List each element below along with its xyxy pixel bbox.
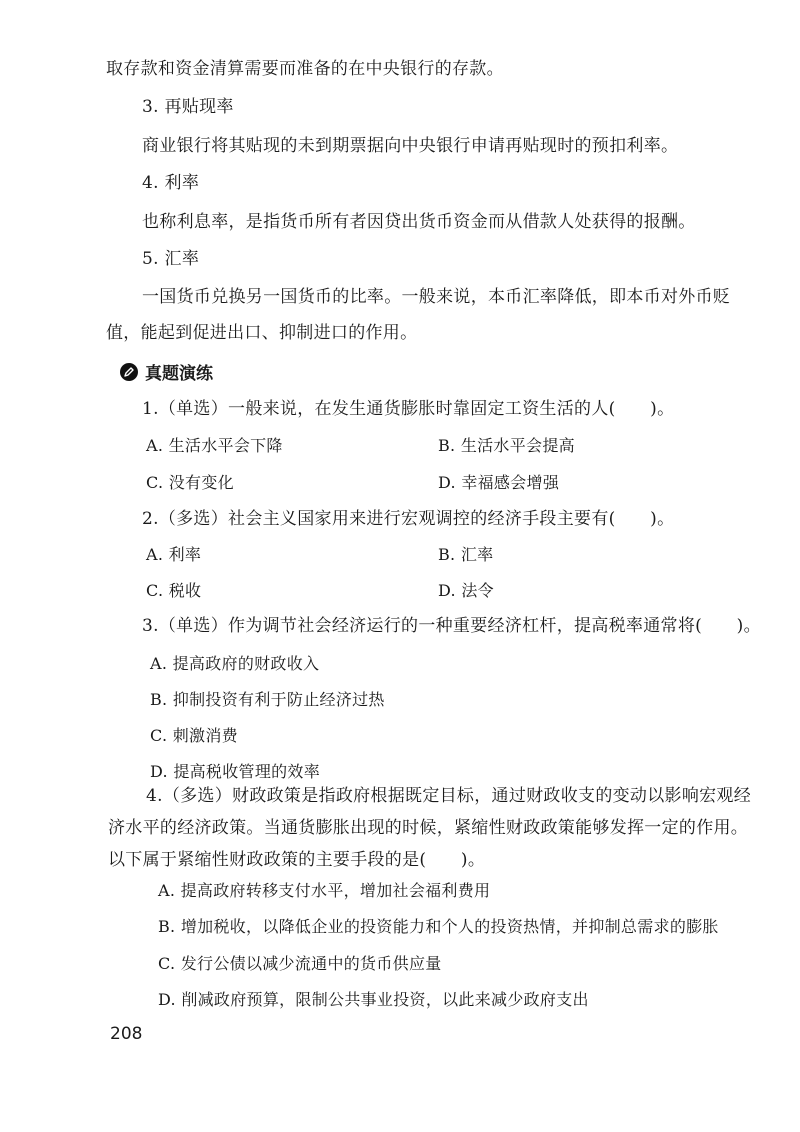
question-4-option-a: A. 提高政府转移支付水平，增加社会福利费用 bbox=[158, 881, 491, 900]
question-2-option-c: C. 税收 bbox=[146, 581, 202, 600]
question-3-option-c: C. 刺激消费 bbox=[150, 726, 238, 745]
glossary-paragraph-interest-rate: 也称利息率，是指货币所有者因贷出货币资金而从借款人处获得的报酬。 bbox=[142, 212, 696, 232]
question-4-option-b: B. 增加税收，以降低企业的投资能力和个人的投资热情，并抑制总需求的膨胀 bbox=[158, 917, 719, 936]
question-4-stem-line-1: 4.（多选）财政政策是指政府根据既定目标，通过财政收支的变动以影响宏观经 bbox=[146, 786, 752, 806]
question-3-stem: 3.（单选）作为调节社会经济运行的一种重要经济杠杆，提高税率通常将( )。 bbox=[142, 616, 761, 636]
section-title bbox=[120, 359, 213, 384]
section-title-text: 真题演练 bbox=[145, 364, 213, 384]
glossary-paragraph-rediscount-rate: 商业银行将其贴现的未到期票据向中央银行申请再贴现时的预扣利率。 bbox=[142, 136, 679, 156]
question-4-stem-line-2: 济水平的经济政策。当通货膨胀出现的时候，紧缩性财政政策能够发挥一定的作用。 bbox=[108, 818, 749, 838]
question-1-option-d: D. 幸福感会增强 bbox=[438, 473, 560, 492]
question-1-stem: 1.（单选）一般来说，在发生通货膨胀时靠固定工资生活的人( )。 bbox=[142, 399, 675, 419]
question-3-option-d: D. 提高税收管理的效率 bbox=[150, 762, 321, 781]
glossary-paragraph-exchange-rate-1: 一国货币兑换另一国货币的比率。一般来说，本币汇率降低，即本币对外币贬 bbox=[142, 287, 731, 307]
question-4-option-d: D. 削减政府预算，限制公共事业投资，以此来减少政府支出 bbox=[158, 990, 589, 1009]
glossary-heading-interest-rate: 4. 利率 bbox=[142, 173, 200, 193]
question-1-option-a: A. 生活水平会下降 bbox=[146, 436, 283, 455]
question-2-option-b: B. 汇率 bbox=[438, 545, 494, 564]
glossary-paragraph-reserve: 取存款和资金清算需要而准备的在中央银行的存款。 bbox=[106, 59, 504, 79]
question-3-option-b: B. 抑制投资有利于防止经济过热 bbox=[150, 690, 385, 709]
pencil-circle-icon bbox=[120, 363, 138, 381]
question-2-option-d: D. 法令 bbox=[438, 581, 494, 600]
question-1-option-c: C. 没有变化 bbox=[146, 473, 234, 492]
question-2-option-a: A. 利率 bbox=[146, 545, 202, 564]
question-3-option-a: A. 提高政府的财政收入 bbox=[150, 654, 320, 673]
glossary-heading-rediscount-rate: 3. 再贴现率 bbox=[142, 97, 234, 117]
question-4-option-c: C. 发行公债以减少流通中的货币供应量 bbox=[158, 954, 442, 973]
question-4-stem-line-3: 以下属于紧缩性财政政策的主要手段的是( )。 bbox=[108, 850, 486, 870]
glossary-paragraph-exchange-rate-2: 值，能起到促进出口、抑制进口的作用。 bbox=[106, 323, 418, 343]
question-1-option-b: B. 生活水平会提高 bbox=[438, 436, 575, 455]
question-2-stem: 2.（多选）社会主义国家用来进行宏观调控的经济手段主要有( )。 bbox=[142, 509, 675, 529]
page-number: 208 bbox=[110, 1024, 143, 1044]
glossary-heading-exchange-rate: 5. 汇率 bbox=[142, 249, 200, 269]
